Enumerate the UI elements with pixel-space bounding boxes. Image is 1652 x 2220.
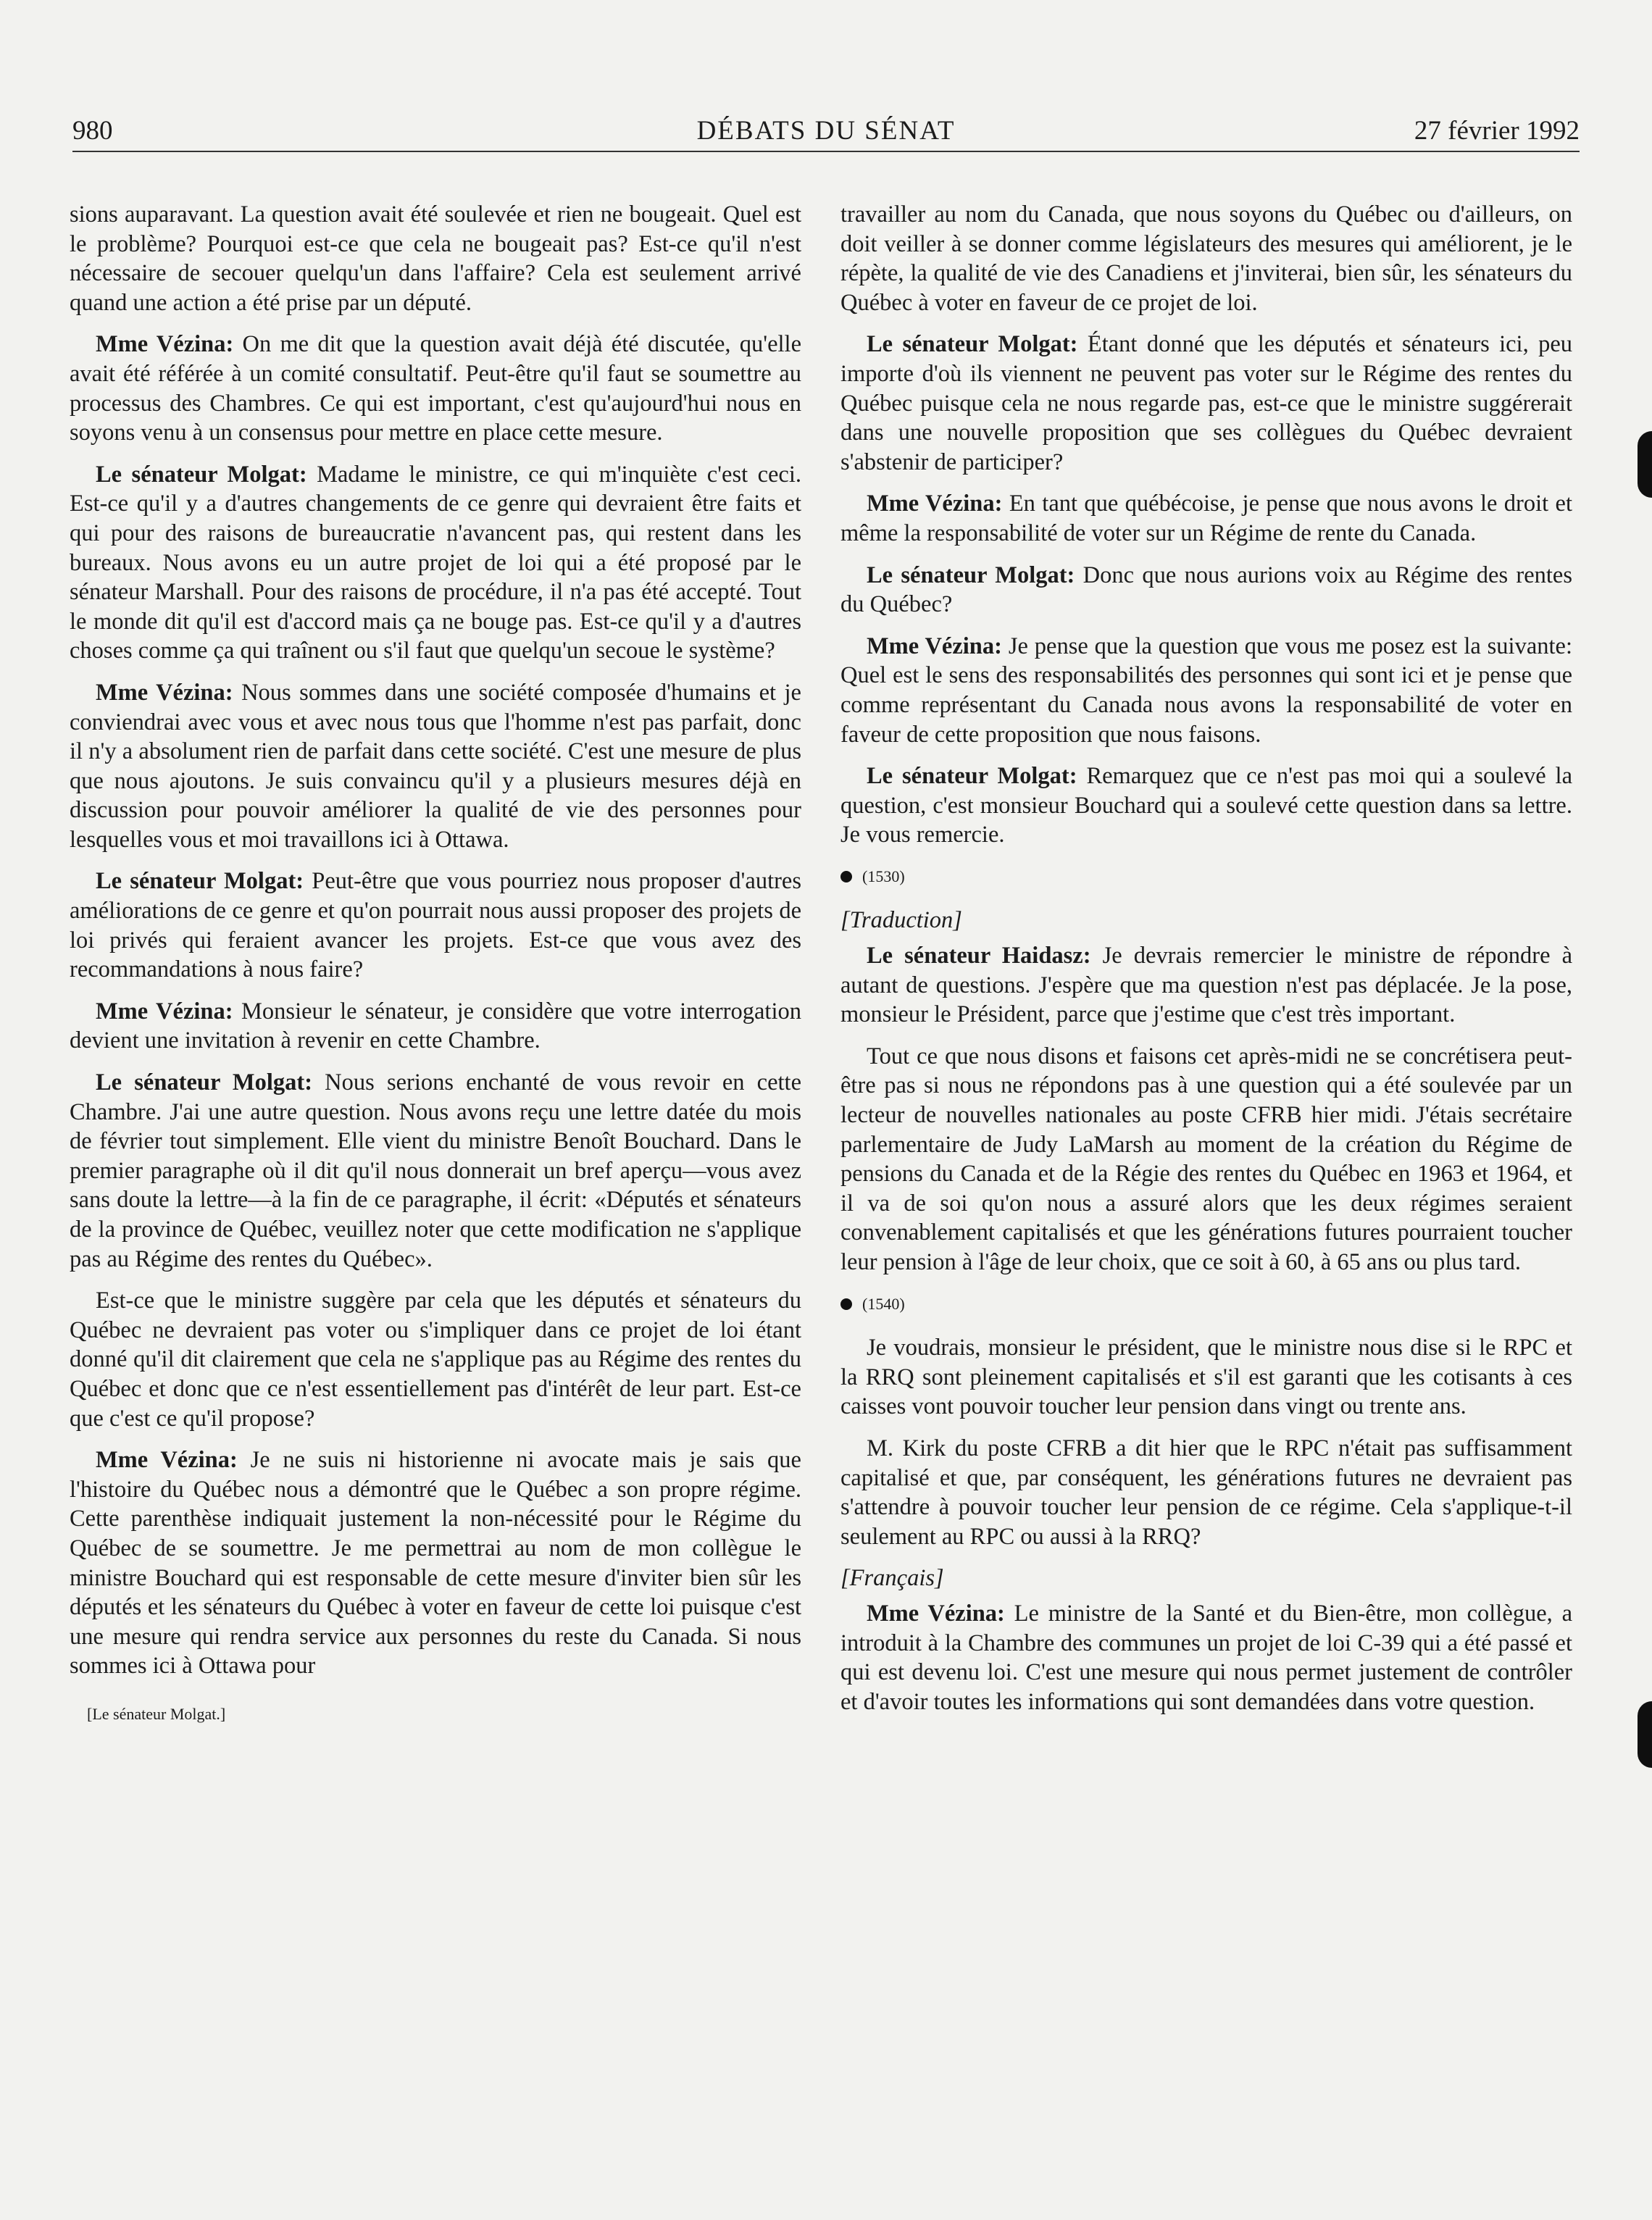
page-number: 980 — [72, 116, 113, 146]
left-column — [70, 200, 801, 1729]
publication-title: DÉBATS DU SÉNAT — [696, 116, 956, 146]
speaker-name: Mme Vézina: — [867, 491, 1003, 517]
paragraph-text: Nous sommes dans une société composée d'humains et je conviendrai avec vous et avec nous tous que l'homme n'est pas parfait, donc il n'y a absolument rien de parfait dans cette société. C'est une mesure de plus que nous ajoutons. Je suis convaincu qu'il y a plusieurs mesures déjà en discussion pour pouvoir améliorer la qualité de vie des personnes pour lesquelles vous et moi travaillons ici à Ottawa. — [70, 679, 801, 853]
paragraph-text: Je devrais remercier le ministre de répondre à autant de questions. J'espère que ma question n'est pas déplacée. Je la pose, monsieur le Président, parce que j'estime que c'est très important. — [840, 943, 1572, 1028]
paragraph-text: Est-ce que le ministre suggère par cela que les députés et sénateurs du Québec ne devraient pas voter ou s'impliquer dans ce projet de loi étant donné qu'il dit clairement que cela ne s'applique pas au Régime des rentes du Québec et donc que ce n'est essentiellement pas d'intérêt de leur part. Est-ce que c'est ce qu'il propose? — [70, 1288, 801, 1432]
paragraph-text: Le ministre de la Santé et du Bien-être, mon collègue, a introduit à la Chambre des communes un projet de loi C-39 qui a été passé et qui est devenu loi. C'est une mesure qui nous permet justement de contrôler et d'avoir toutes les informations qui sont demandées dans votre question. — [840, 1600, 1572, 1715]
language-tag: [Traduction] — [840, 907, 962, 934]
paragraph — [70, 330, 801, 447]
paragraph — [840, 1434, 1572, 1551]
bullet-icon — [840, 871, 852, 882]
speaker-name: Mme Vézina: — [96, 331, 234, 358]
paragraph — [840, 561, 1572, 619]
speaker-name: Le sénateur Molgat: — [867, 562, 1075, 588]
speaker-name: Le sénateur Molgat: — [96, 868, 304, 895]
speaker-name: Mme Vézina: — [867, 1600, 1005, 1627]
page-header — [72, 110, 1580, 152]
paragraph — [840, 761, 1572, 850]
paragraph-text: Nous serions enchanté de vous revoir en cette Chambre. J'ai une autre question. Nous avons reçu une lettre datée du mois de février tout simplement. Elle vient du ministre Benoît Bouchard. Dans le premier paragraphe où il dit qu'il nous donnerait un bref aperçu—vous avez sans doute la lettre—à la fin de ce paragraphe, il écrit: «Députés et sénateurs de la province de Québec, veuillez noter que cette modification ne s'applique pas au Régime des rentes du Québec». — [70, 1069, 801, 1272]
time-marker — [840, 862, 1572, 892]
speaker-name: Mme Vézina: — [96, 998, 233, 1025]
paragraph-text: Étant donné que les députés et sénateurs ici, peu importe d'où ils viennent ne peuvent pas voter sur le Régime des rentes du Québec puisque cela ne nous regarde pas, est-ce que le ministre suggérerait dans une nouvelle proposition que ses collègues du Québec devraient s'abstenir de participer? — [840, 331, 1573, 475]
paragraph-text: Peut-être que vous pourriez nous proposer d'autres améliorations de ce genre et qu'on pourrait nous aussi proposer des projets de loi privés qui feraient avancer les projets. Est-ce que vous avez des recommandations à nous faire? — [70, 868, 802, 983]
paragraph — [840, 489, 1572, 548]
paragraph-text: M. Kirk du poste CFRB a dit hier que le RPC n'était pas suffisamment capitalisé et que, par conséquent, les générations futures ne devraient pas s'attendre à pouvoir toucher leur pension de ce régime. Cela s'applique-t-il seulement au RPC ou aussi à la RRQ? — [840, 1435, 1572, 1550]
paragraph-text: Je voudrais, monsieur le président, que le ministre nous dise si le RPC et la RRQ sont pleinement capitalisés et s'il est garanti que les cotisants à ces caisses vont pouvoir toucher leur pension dans vingt ou trente ans. — [840, 1335, 1572, 1420]
page-date: 27 février 1992 — [1414, 116, 1580, 146]
bullet-icon — [840, 1298, 852, 1310]
speaker-name: Le sénateur Molgat: — [867, 763, 1077, 790]
paragraph-text: Monsieur le sénateur, je considère que votre interrogation devient une invitation à revenir en cette Chambre. — [70, 998, 801, 1054]
paragraph — [840, 1042, 1572, 1277]
page-edge-tab — [1638, 1701, 1652, 1768]
speaker-name: Mme Vézina: — [96, 679, 233, 706]
paragraph-text: Madame le ministre, ce qui m'inquiète c'est ceci. Est-ce qu'il y a d'autres changements de ce genre qui devraient être faits et qui pour des raisons de bureaucratie n'avancent pas, qui restent dans les bureaux. Nous avons eu un autre projet de loi qui a été proposé par le sénateur Marshall. Pour des raisons de procédure, il n'a pas été accepté. Tout le monde dit qu'il est d'accord mais ça ne bouge pas. Est-ce qu'il y a d'autres choses comme ça qui traînent ou s'il faut que quelqu'un secoue le système? — [70, 461, 802, 664]
paragraph — [70, 200, 801, 317]
paragraph — [70, 867, 801, 984]
paragraph — [70, 1445, 801, 1681]
paragraph-text: Je ne suis ni historienne ni avocate mais je sais que l'histoire du Québec nous a démontré que le Québec a son propre régime. Cette parenthèse indiquait justement la non-nécessité pour le Régime du Québec de se soumettre. Je me permettrai au nom de mon collègue le ministre Bouchard qui est responsable de cette mesure d'inviter bien sûr les députés et les sénateurs du Québec à voter en faveur de cette loi puisque c'est une mesure qui rendra service aux personnes du reste du Canada. Si nous sommes ici à Ottawa pour — [70, 1447, 801, 1679]
paragraph — [840, 330, 1572, 477]
speaker-name: Le sénateur Molgat: — [96, 1069, 313, 1096]
paragraph — [70, 460, 801, 666]
time-marker-text: (1530) — [862, 867, 905, 885]
running-footnote: [Le sénateur Molgat.] — [87, 1704, 226, 1723]
paragraph-text: travailler au nom du Canada, que nous soyons du Québec ou d'ailleurs, on doit veiller à se donner comme législateurs des mesures qui améliorent, je le répète, la qualité de vie des Canadiens et j'inviterai, bien sûr, les sénateurs du Québec à voter en faveur de ce projet de loi. — [840, 201, 1572, 316]
right-column — [840, 200, 1572, 1729]
time-marker — [840, 1290, 1572, 1319]
paragraph — [70, 1286, 801, 1433]
speaker-name: Le sénateur Haidasz: — [867, 943, 1091, 969]
paragraph — [70, 1068, 801, 1274]
paragraph-text: sions auparavant. La question avait été soulevée et rien ne bougeait. Quel est le problème? Pourquoi est-ce que cela ne bougeait pas? Est-ce qu'il n'est nécessaire de secouer quelqu'un dans l'affaire? Cela est seulement arrivé quand une action a été prise par un député. — [70, 201, 801, 316]
speaker-name: Le sénateur Molgat: — [867, 331, 1078, 358]
paragraph-text: On me dit que la question avait déjà été discutée, qu'elle avait été référée à un comité consultatif. Peut-être qu'il faut se soumettre au processus des Chambres. Ce qui est important, c'est qu'aujourd'hui nous en soyons venu à un consensus pour mettre en place cette mesure. — [70, 331, 801, 446]
paragraph — [840, 632, 1572, 749]
speaker-name: Mme Vézina: — [867, 633, 1002, 659]
paragraph — [840, 941, 1572, 1030]
paragraph — [70, 678, 801, 855]
left-paragraphs — [70, 200, 801, 1681]
paragraph-text: Donc que nous aurions voix au Régime des rentes du Québec? — [840, 562, 1572, 618]
paragraph-text: Je pense que la question que vous me posez est la suivante: Quel est le sens des responsabilités des personnes qui sont ici et je pense que comme représentant du Canada nous avons la responsabilité de voter en faveur de cette proposition que nous faisons. — [840, 633, 1572, 748]
paragraph-text: Tout ce que nous disons et faisons cet après-midi ne se concrétisera peut-être pas si nous ne répondons pas à une question qui a été soulevée par un lecteur de nouvelles nationales au poste CFRB hier midi. J'étais secrétaire parlementaire de Judy LaMarsh au moment de la création du Régime de pensions du Canada et de la Régie des rentes du Québec en 1963 et 1964, et il va de soi qu'on nous a assuré alors que les deux régimes seraient convenablement capitalisés et que les générations futures pourraient toucher leur pension à l'âge de leur choix, que ce soit à 60, à 65 ans ou plus tard. — [840, 1043, 1572, 1275]
language-tag: [Français] — [840, 1565, 944, 1592]
paragraph-text: En tant que québécoise, je pense que nous avons le droit et même la responsabilité de voter sur un Régime de rente du Canada. — [840, 491, 1572, 546]
paragraph — [840, 200, 1572, 317]
speaker-name: Le sénateur Molgat: — [96, 461, 307, 488]
paragraph — [70, 997, 801, 1056]
time-marker-text: (1540) — [862, 1294, 905, 1313]
page-edge-tab — [1638, 431, 1652, 498]
paragraph-text: Remarquez que ce n'est pas moi qui a soulevé la question, c'est monsieur Bouchard qui a soulevé cette question dans sa lettre. Je vous remercie. — [840, 763, 1572, 848]
paragraph — [840, 1599, 1572, 1716]
speaker-name: Mme Vézina: — [96, 1447, 238, 1474]
paragraph — [840, 1333, 1572, 1422]
